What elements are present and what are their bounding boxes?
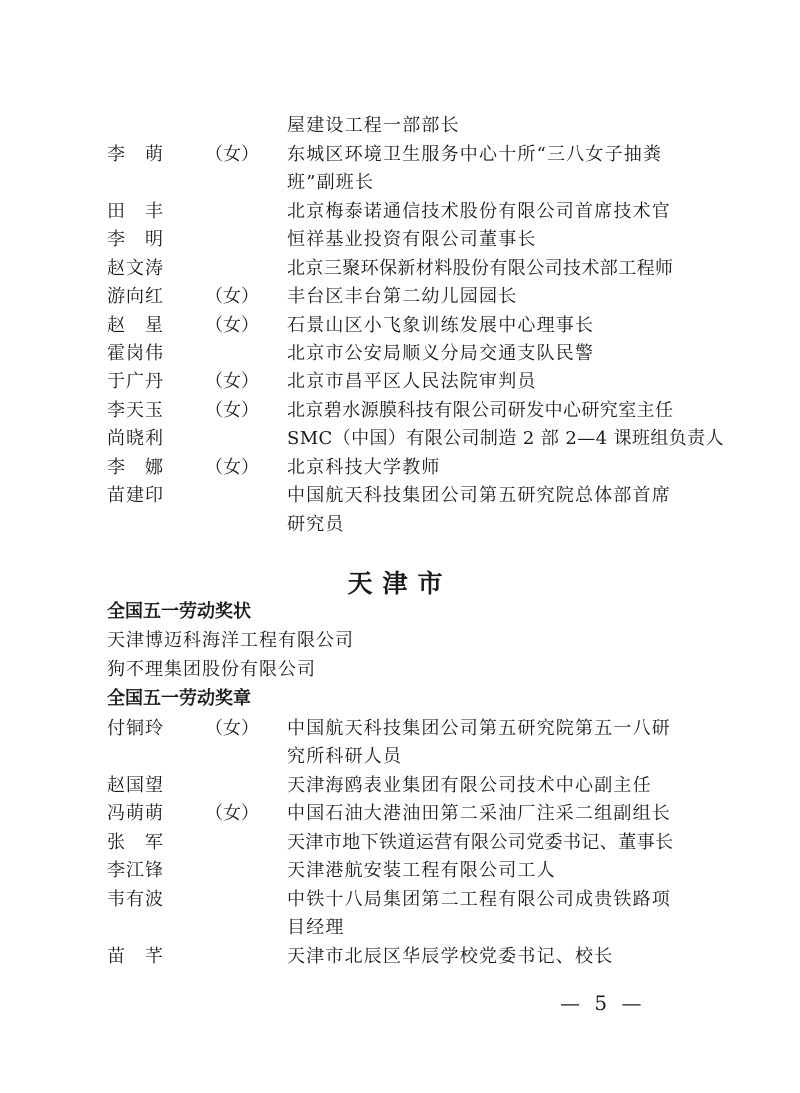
person-name: 李天玉 (107, 400, 164, 421)
detail-text: 北京三聚环保新材料股份有限公司技术部工程师 (287, 258, 674, 279)
list-item (0, 424, 800, 454)
section-heading-row (0, 684, 800, 714)
gender-note: （女） (205, 803, 259, 824)
person-name: 李江锋 (107, 860, 164, 881)
person-name: 赵 星 (107, 315, 164, 336)
person-name: 赵国望 (107, 775, 164, 796)
list-item (0, 140, 800, 170)
list-item (0, 339, 800, 369)
detail-text: 中铁十八局集团第二工程有限公司成贵铁路项 (287, 889, 671, 910)
gender-note: （女） (205, 315, 259, 336)
detail-text: 东城区环境卫生服务中心十所“三八女子抽粪 (287, 144, 663, 165)
detail-text: 中国航天科技集团公司第五研究院总体部首席 (287, 485, 671, 506)
continuation-line (0, 742, 800, 772)
person-name: 张 军 (107, 832, 164, 853)
detail-text: 北京市昌平区人民法院审判员 (287, 371, 537, 392)
section-heading: 全国五一劳动奖章 (107, 688, 251, 709)
list-item (0, 254, 800, 284)
continuation-line (0, 510, 800, 540)
list-item (0, 311, 800, 341)
person-name: 游向红 (107, 286, 164, 307)
list-item (0, 828, 800, 858)
detail-text: 究所科研人员 (287, 746, 403, 767)
person-name: 赵文涛 (107, 258, 164, 279)
detail-text: 北京科技大学教师 (287, 457, 441, 478)
continuation-line (0, 913, 800, 943)
organization-name: 天津博迈科海洋工程有限公司 (107, 630, 354, 651)
person-name: 于广丹 (107, 371, 164, 392)
organization-name: 狗不理集团股份有限公司 (107, 659, 316, 680)
detail-text: 天津港航安装工程有限公司工人 (287, 860, 556, 881)
section-heading-row (0, 597, 800, 627)
detail-text: 天津市地下铁道运营有限公司党委书记、董事长 (287, 832, 674, 853)
person-name: 冯萌萌 (107, 803, 164, 824)
detail-text: 班”副班长 (287, 172, 375, 193)
gender-note: （女） (205, 144, 259, 165)
detail-text: 北京梅泰诺通信技术股份有限公司首席技术官 (287, 201, 671, 222)
continuation-line (0, 168, 800, 198)
detail-text: 北京市公安局顺义分局交通支队民警 (287, 343, 595, 364)
person-name: 李 萌 (107, 144, 164, 165)
continuation-line (0, 111, 800, 141)
detail-text: 天津海鸥表业集团有限公司技术中心副主任 (287, 775, 652, 796)
detail-text: 丰台区丰台第二幼儿园园长 (287, 286, 518, 307)
detail-text: 研究员 (287, 514, 345, 535)
list-item (0, 225, 800, 255)
section-heading: 全国五一劳动奖状 (107, 601, 251, 622)
detail-text: 北京碧水源膜科技有限公司研发中心研究室主任 (287, 400, 674, 421)
person-name: 田 丰 (107, 201, 164, 222)
list-item (0, 942, 800, 972)
list-item (0, 714, 800, 744)
list-item (0, 453, 800, 483)
person-name: 付铜玲 (107, 718, 164, 739)
person-name: 韦有波 (107, 889, 164, 910)
list-item (0, 626, 800, 656)
detail-text: 目经理 (287, 917, 345, 938)
list-item (0, 197, 800, 227)
person-name: 李 娜 (107, 457, 164, 478)
list-item (0, 655, 800, 685)
person-name: 苗 芊 (107, 946, 164, 967)
detail-text: 屋建设工程一部部长 (287, 115, 460, 136)
detail-text: 石景山区小飞象训练发展中心理事长 (287, 315, 595, 336)
person-name: 霍岗伟 (107, 343, 164, 364)
list-item (0, 481, 800, 511)
person-name: 李 明 (107, 229, 164, 250)
page-number: — 5 — (560, 991, 646, 1015)
detail-text: 恒祥基业投资有限公司董事长 (287, 229, 537, 250)
gender-note: （女） (205, 371, 259, 392)
person-name: 苗建印 (107, 485, 164, 506)
detail-text: 天津市北辰区华辰学校党委书记、校长 (287, 946, 614, 967)
list-item (0, 771, 800, 801)
gender-note: （女） (205, 718, 259, 739)
list-item (0, 885, 800, 915)
list-item (0, 367, 800, 397)
detail-text: 中国石油大港油田第二采油厂注采二组副组长 (287, 803, 671, 824)
list-item (0, 799, 800, 829)
gender-note: （女） (205, 457, 259, 478)
city-heading: 天津市 (347, 569, 453, 598)
list-item (0, 856, 800, 886)
list-item (0, 282, 800, 312)
detail-text: SMC（中国）有限公司制造 2 部 2—4 课班组负责人 (287, 428, 724, 449)
gender-note: （女） (205, 400, 259, 421)
list-item (0, 396, 800, 426)
person-name: 尚晓利 (107, 428, 164, 449)
gender-note: （女） (205, 286, 259, 307)
detail-text: 中国航天科技集团公司第五研究院第五一八研 (287, 718, 671, 739)
